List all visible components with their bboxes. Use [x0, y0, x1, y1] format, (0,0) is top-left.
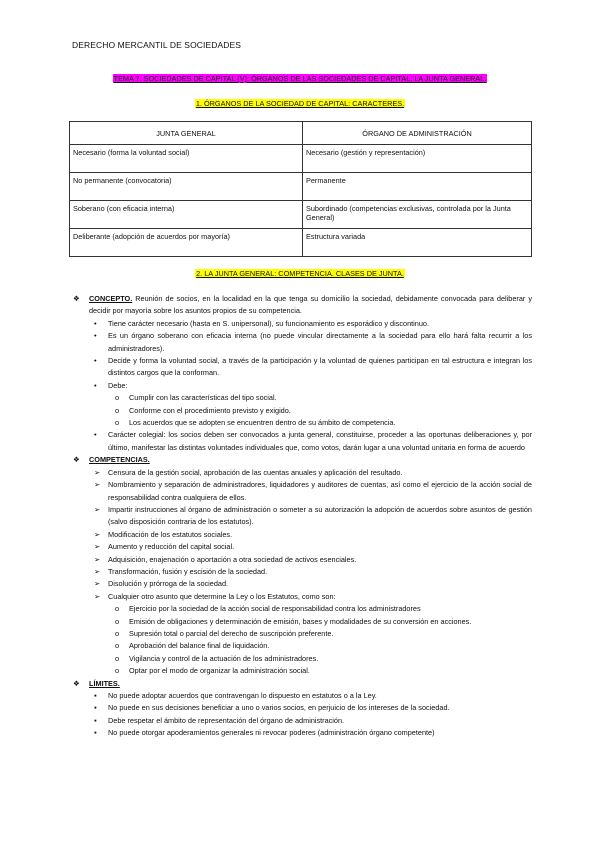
list-item-text: Supresión total o parcial del derecho de suscripción preferente.	[129, 628, 334, 638]
list-item-text: Transformación, fusión y escisión de la sociedad.	[108, 566, 268, 576]
list-item-text: Censura de la gestión social, aprobación de las cuentas anuales y aplicación del resultado.	[108, 467, 403, 477]
bullet-icon: •	[94, 380, 97, 390]
concepto-paragraph	[72, 293, 532, 318]
table-row	[70, 173, 532, 201]
bullet-icon: •	[94, 318, 97, 328]
table-cell: Subordinado (competencias exclusivas, controlada por la Junta General)	[303, 201, 532, 229]
list-item-text: Decide y forma la voluntad social, a través de la participación y la voluntad de quienes participan en tal estructura e integran los distintos cargos que la conforman.	[108, 356, 532, 378]
list-item-text: Conforme con el procedimiento previsto y exigido.	[129, 405, 291, 415]
diamond-bullet-icon: ❖	[73, 678, 80, 688]
list-item-text: No puede en sus decisiones beneficiar a uno o varios socios, en perjuicio de los intereses de la sociedad.	[108, 703, 450, 713]
circle-bullet-icon: o	[115, 418, 120, 428]
list-item-text: Adquisición, enajenación o aportación a otra sociedad de activos esenciales.	[108, 554, 357, 564]
list-item-text: Cumplir con las características del tipo social.	[129, 393, 277, 403]
list-item	[72, 467, 532, 479]
square-bullet-icon: ▪	[94, 691, 97, 700]
section-2-line	[0, 269, 600, 278]
table-row	[70, 229, 532, 257]
list-item	[72, 591, 532, 603]
list-item	[72, 541, 532, 553]
circle-bullet-icon: o	[115, 616, 120, 626]
table-header-cell: JUNTA GENERAL	[70, 122, 303, 145]
list-item	[72, 504, 532, 529]
list-item	[72, 727, 532, 739]
list-item-text: Es un órgano soberano con eficacia interna (no puede vincular directamente a la sociedad para ello hará falta recurrir a los administradores).	[108, 331, 532, 353]
list-item-text: Disolución y prórroga de la sociedad.	[108, 579, 229, 589]
list-item-text: No puede adoptar acuerdos que contravengan lo dispuesto en estatutos o a la Ley.	[108, 691, 377, 700]
competencias-heading: COMPETENCIAS.	[89, 455, 150, 465]
topic-title: TEMA 7. SOCIEDADES DE CAPITAL (V): ÓRGANOS DE LAS SOCIEDADES DE CAPITAL: LA JUNTA GENERAL.	[113, 74, 487, 83]
sub-list-item	[72, 628, 532, 640]
concepto-text: Reunión de socios, en la localidad en la que tenga su domicilio la sociedad, debidamente convocada para deliberar y decidir por mayoría sobre los asuntos propios de su competencia.	[89, 294, 532, 316]
circle-bullet-icon: o	[115, 666, 120, 676]
list-item-text: Cualquier otro asunto que determine la Ley o los Estatutos, como son:	[108, 591, 336, 601]
sub-list-item	[72, 665, 532, 677]
sub-list-item	[72, 392, 532, 404]
sub-list-item	[72, 640, 532, 652]
circle-bullet-icon: o	[115, 405, 120, 415]
table-cell: Necesario (gestión y representación)	[303, 145, 532, 173]
comparison-table	[69, 121, 532, 257]
list-item-text: Modificación de los estatutos sociales.	[108, 529, 233, 539]
section-1-line	[0, 99, 600, 108]
limites-heading-row	[72, 678, 532, 690]
list-item-text: Debe:	[108, 380, 128, 390]
topic-title-line	[0, 74, 600, 83]
bullet-icon: •	[94, 356, 97, 366]
circle-bullet-icon: o	[115, 641, 120, 651]
table-row	[70, 201, 532, 229]
table-header-row	[70, 122, 532, 145]
bullet-icon: •	[94, 430, 97, 440]
circle-bullet-icon: o	[115, 653, 120, 663]
sub-list-item	[72, 653, 532, 665]
square-bullet-icon: ▪	[94, 728, 97, 738]
list-item	[72, 380, 532, 392]
list-item-text: Impartir instrucciones al órgano de administración o someter a su autorización la adopción de acuerdos sobre asuntos de gestión (salvo disposición contraria de los estatutos).	[108, 504, 532, 527]
arrow-bullet-icon: ➢	[94, 579, 101, 589]
table-cell: Permanente	[303, 173, 532, 201]
list-item-text: Ejercicio por la sociedad de la acción social de responsabilidad contra los administradores	[129, 604, 421, 614]
sub-list-item	[72, 616, 532, 628]
square-bullet-icon: ▪	[94, 715, 97, 725]
list-item	[72, 566, 532, 578]
list-item-text: Emisión de obligaciones y determinación de emisión, bases y modalidades de su conversión en acciones.	[129, 616, 472, 626]
arrow-bullet-icon: ➢	[94, 554, 101, 564]
diamond-bullet-icon: ❖	[73, 455, 80, 465]
list-item	[72, 330, 532, 355]
square-bullet-icon: ▪	[94, 703, 97, 713]
table-cell: No permanente (convocatoria)	[70, 173, 303, 201]
table-cell: Estructura variada	[303, 229, 532, 257]
list-item-text: Aumento y reducción del capital social.	[108, 542, 235, 552]
table-cell: Necesario (forma la voluntad social)	[70, 145, 303, 173]
list-item-text: Optar por el modo de organizar la administración social.	[129, 666, 310, 676]
list-item	[72, 318, 532, 330]
list-item	[72, 479, 532, 504]
list-item	[72, 578, 532, 590]
list-item	[72, 702, 532, 714]
arrow-bullet-icon: ➢	[94, 542, 101, 552]
sub-list-item	[72, 603, 532, 615]
arrow-bullet-icon: ➢	[94, 467, 101, 477]
arrow-bullet-icon: ➢	[94, 480, 101, 490]
competencias-heading-row	[72, 454, 532, 466]
table-header-cell: ÓRGANO DE ADMINISTRACIÓN	[303, 122, 532, 145]
list-item-text: Vigilancia y control de la actuación de los administradores.	[129, 653, 319, 663]
circle-bullet-icon: o	[115, 628, 120, 638]
arrow-bullet-icon: ➢	[94, 529, 101, 539]
list-item-text: No puede otorgar apoderamientos generales ni revocar poderes (administración órgano competente)	[108, 728, 435, 738]
list-item-text: Debe respetar el ámbito de representación del órgano de administración.	[108, 715, 345, 725]
list-item-text: Carácter colegial: los socios deben ser convocados a junta general, constituirse, proceder a las oportunas deliberaciones y, por último, manifestar las distintas voluntades individuales que, como votos, darán lugar a una voluntad unitaria en forma de acuerdo	[108, 430, 532, 452]
limites-heading: LÍMITES.	[89, 678, 120, 688]
list-item	[72, 715, 532, 727]
table-row	[70, 145, 532, 173]
bullet-icon: •	[94, 331, 97, 341]
section-2-title: 2. LA JUNTA GENERAL: COMPETENCIA. CLASES DE JUNTA.	[196, 269, 404, 278]
list-item-text: Tiene carácter necesario (hasta en S. unipersonal), su funcionamiento es esporádico y discontinuo.	[108, 318, 429, 328]
sub-list-item	[72, 417, 532, 429]
arrow-bullet-icon: ➢	[94, 504, 101, 514]
circle-bullet-icon: o	[115, 604, 120, 614]
list-item	[72, 690, 532, 702]
section-1-title: 1. ÓRGANOS DE LA SOCIEDAD DE CAPITAL: CARACTERES.	[195, 99, 405, 108]
list-item	[72, 529, 532, 541]
circle-bullet-icon: o	[115, 393, 120, 403]
section-2-content	[72, 293, 532, 740]
list-item-text: Aprobación del balance final de liquidación.	[129, 641, 270, 651]
list-item	[72, 355, 532, 380]
list-item	[72, 429, 532, 454]
sub-list-item	[72, 405, 532, 417]
list-item	[72, 554, 532, 566]
arrow-bullet-icon: ➢	[94, 591, 101, 601]
arrow-bullet-icon: ➢	[94, 566, 101, 576]
concepto-heading: CONCEPTO.	[89, 294, 133, 303]
table-cell: Deliberante (adopción de acuerdos por mayoría)	[70, 229, 303, 257]
list-item-text: Los acuerdos que se adopten se encuentren dentro de su ámbito de competencia.	[129, 418, 396, 428]
diamond-bullet-icon: ❖	[73, 294, 80, 303]
table-cell: Soberano (con eficacia interna)	[70, 201, 303, 229]
page-header: DERECHO MERCANTIL DE SOCIEDADES	[72, 40, 242, 50]
list-item-text: Nombramiento y separación de administradores, liquidadores y auditores de cuentas, así como el ejercicio de la acción social de responsabilidad contra cualquiera de ellos.	[108, 480, 532, 502]
